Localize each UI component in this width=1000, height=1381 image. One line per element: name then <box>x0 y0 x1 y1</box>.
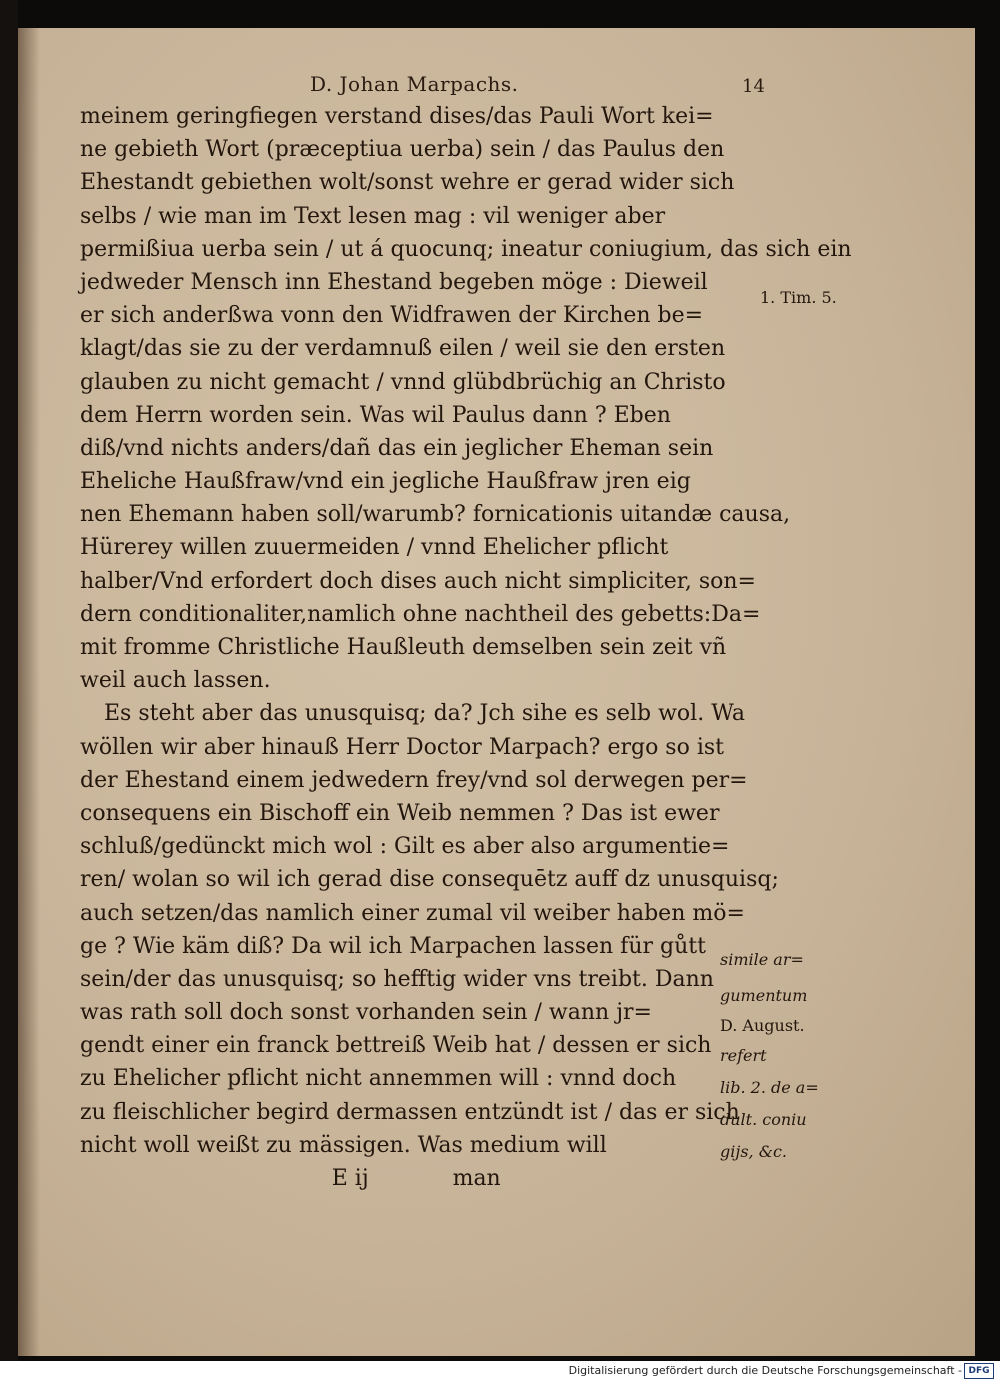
text-line: consequens ein Bischoff ein Weib nemmen ? Das ist ewer <box>80 800 720 826</box>
margin-note-lib: lib. 2. de a= <box>720 1078 819 1097</box>
book-cover-edge <box>0 0 18 1361</box>
text-line: nen Ehemann haben soll/warumb? fornicationis uitandæ causa, <box>80 502 791 528</box>
text-line: zu fleischlicher begird dermassen entzündt ist / das er sich <box>80 1099 740 1125</box>
running-header: D. Johan Marpachs. <box>310 72 519 96</box>
text-line: Ehestandt gebiethen wolt/sonst wehre er gerad wider sich <box>80 170 735 196</box>
footer-bar <box>0 1361 1000 1381</box>
text-line: meinem geringfiegen verstand dises/das Pauli Wort kei= <box>80 104 714 129</box>
text-line: selbs / wie man im Text lesen mag : vil weniger aber <box>80 203 666 229</box>
page-gutter-shadow <box>18 28 40 1356</box>
text-line: wöllen wir aber hinauß Herr Doctor Marpach? ergo so ist <box>80 734 725 760</box>
text-line: Es steht aber das unusquisq; da? Jch sihe es selb wol. Wa <box>104 701 746 727</box>
funding-credit: Digitalisierung gefördert durch die Deutsche Forschungsgemeinschaft - <box>568 1364 962 1377</box>
text-line: klagt/das sie zu der verdamnuß eilen / weil sie den ersten <box>80 336 726 362</box>
margin-note-simile: simile ar= <box>720 950 804 969</box>
text-line: mit fromme Christliche Haußleuth demselben sein zeit vñ <box>80 635 727 660</box>
text-line: was rath soll doch sonst vorhanden sein / wann jr= <box>80 1000 652 1026</box>
page-number: 14 <box>742 76 765 97</box>
text-line: auch setzen/das namlich einer zumal vil weiber haben mö= <box>80 900 745 926</box>
text-line: der Ehestand einem jedwedern frey/vnd sol derwegen per= <box>80 767 748 793</box>
text-line: schluß/gedünckt mich wol : Gilt es aber also argumentie= <box>80 834 730 860</box>
margin-note-august: D. August. <box>720 1016 805 1035</box>
margin-note-tim: 1. Tim. 5. <box>760 288 837 307</box>
text-line: gendt einer ein franck bettreiß Weib hat / dessen er sich <box>80 1033 712 1059</box>
text-line: Eheliche Haußfraw/vnd ein jegliche Haußfraw jren eig <box>80 469 691 495</box>
text-line: ren/ wolan so wil ich gerad dise consequētz auff dz unusquisq; <box>80 867 779 893</box>
text-line: dem Herrn worden sein. Was wil Paulus dann ? Eben <box>80 402 671 428</box>
text-line: permißiua uerba sein / ut á quocunq; ineatur coniugium, das sich ein <box>80 236 852 262</box>
text-line: glauben zu nicht gemacht / vnnd glübdbrüchig an Christo <box>80 369 726 395</box>
margin-note-refert: refert <box>720 1046 767 1065</box>
text-line: Hürerey willen zuuermeiden / vnnd Ehelicher pflicht <box>80 535 669 561</box>
text-line: ge ? Wie käm diß? Da wil ich Marpachen lassen für gůtt <box>80 933 706 959</box>
text-line: sein/der das unusquisq; so hefftig wider vns treibt. Dann <box>80 966 714 992</box>
margin-note-dult: dult. coniu <box>720 1110 807 1129</box>
dfg-logo-icon: DFG <box>964 1363 994 1379</box>
margin-note-gijs: gijs, &c. <box>720 1142 787 1161</box>
catchword-line: E ij man <box>80 1166 501 1191</box>
text-line: ne gebieth Wort (præceptiua uerba) sein / das Paulus den <box>80 137 725 163</box>
text-line: zu Ehelicher pflicht nicht annemmen will : vnnd doch <box>80 1066 677 1092</box>
text-line: halber/Vnd erfordert doch dises auch nicht simpliciter, son= <box>80 568 756 594</box>
text-line: er sich anderßwa vonn den Widfrawen der Kirchen be= <box>80 303 704 329</box>
text-line: dern conditionaliter,namlich ohne nachtheil des gebetts:Da= <box>80 601 761 627</box>
text-line: weil auch lassen. <box>80 668 271 694</box>
text-line: diß/vnd nichts anders/dañ das ein jeglicher Eheman sein <box>80 435 714 461</box>
margin-note-gumentum: gumentum <box>720 986 808 1005</box>
text-line: nicht woll weißt zu mässigen. Was medium will <box>80 1132 607 1158</box>
text-line: jedweder Mensch inn Ehestand begeben möge : Dieweil <box>80 269 708 295</box>
